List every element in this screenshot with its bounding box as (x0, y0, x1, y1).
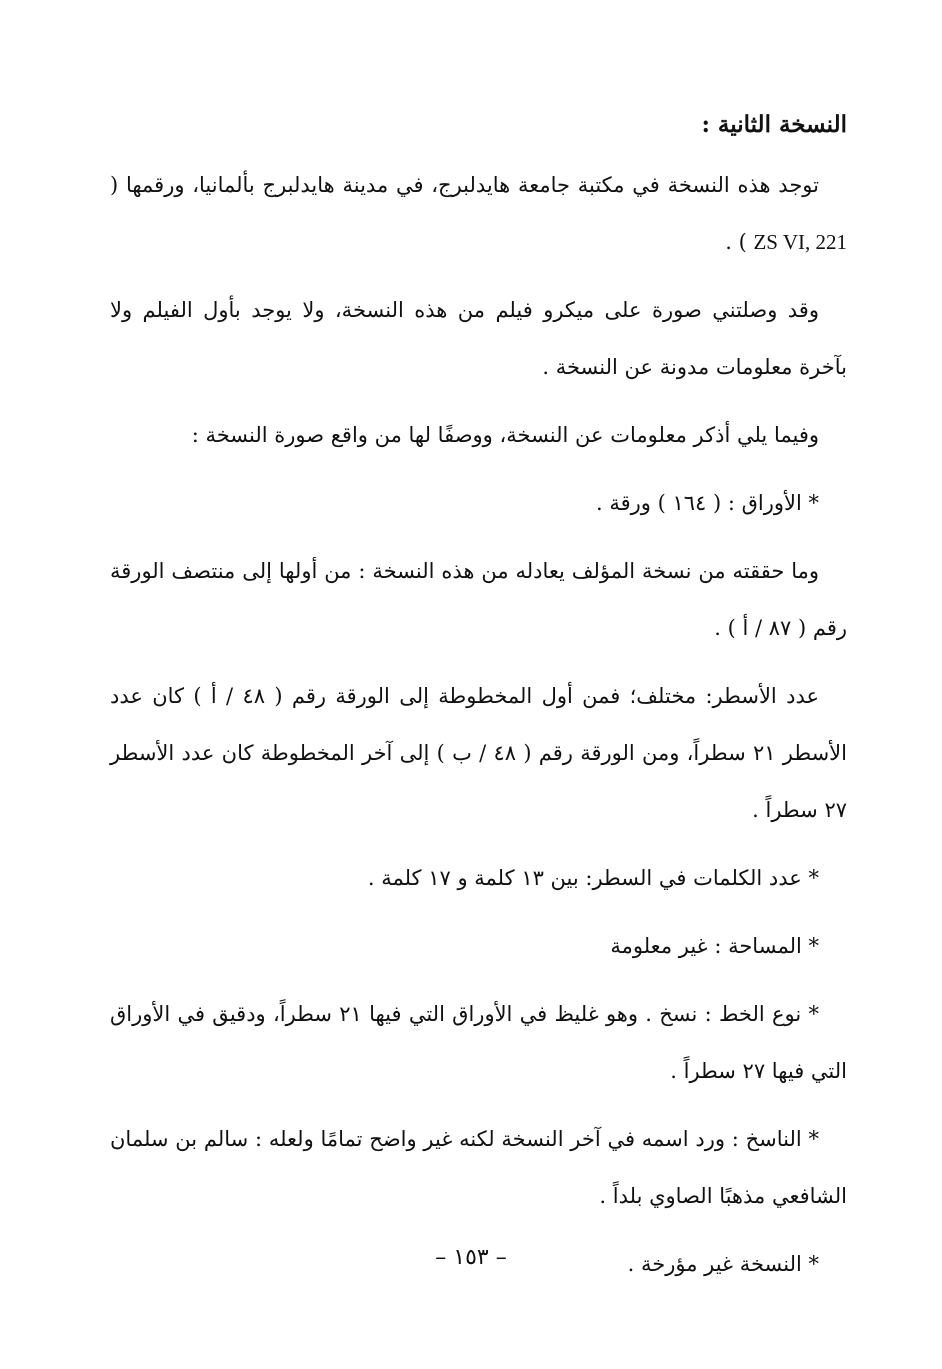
item-copyist: * الناسخ : ورد اسمه في آخر النسخة لكنه غير واضح تمامًا ولعله : سالم بن سلمان الشافعي مذهبًا الصاوي بلداً . (110, 1127, 847, 1208)
paragraph-line-count: عدد الأسطر: مختلف؛ فمن أول المخطوطة إلى الورقة رقم ( ٤٨ / أ ) كان عدد الأسطر ٢١ سطراً، ومن الورقة رقم ( ٤٨ / ب ) إلى آخر المخطوطة كان عدد الأسطر ٢٧ سطراً . (110, 684, 847, 822)
item-script-type: * نوع الخط : نسخ . وهو غليظ في الأوراق التي فيها ٢١ سطراً، ودقيق في الأوراق التي فيها ٢٧ سطراً . (110, 1002, 847, 1083)
item-undated: * النسخة غير مؤرخة . (627, 1252, 819, 1276)
paragraph-location-end: ) . (725, 230, 754, 254)
paragraph-microfilm: وقد وصلتني صورة على ميكرو فيلم من هذه النسخة، ولا يوجد بأول الفيلم ولا بآخرة معلومات مدونة عن النسخة . (110, 298, 847, 379)
paragraph-location (110, 157, 847, 271)
paragraph-intro-info: وفيما يلي أذكر معلومات عن النسخة، ووصفًا لها من واقع صورة النسخة : (191, 423, 819, 447)
manuscript-code: ZS VI, 221 (753, 230, 847, 254)
item-leaves: * الأوراق : ( ١٦٤ ) ورقة . (595, 491, 819, 515)
item-words-per-line: * عدد الكلمات في السطر: بين ١٣ كلمة و ١٧ كلمة . (367, 866, 819, 890)
body-text (110, 102, 847, 1304)
paragraph-extent: وما حققته من نسخة المؤلف يعادله من هذه النسخة : من أولها إلى منتصف الورقة رقم ( ٨٧ / أ ) . (110, 559, 847, 640)
section-heading: النسخة الثانية : (701, 111, 847, 138)
page-number: – ١٥٣ – (435, 1245, 507, 1270)
paragraph-location-text: توجد هذه النسخة في مكتبة جامعة هايدلبرج، في مدينة هايدلبرج بألمانيا، ورقمها ( (110, 173, 819, 197)
item-dimensions: * المساحة : غير معلومة (610, 934, 819, 958)
